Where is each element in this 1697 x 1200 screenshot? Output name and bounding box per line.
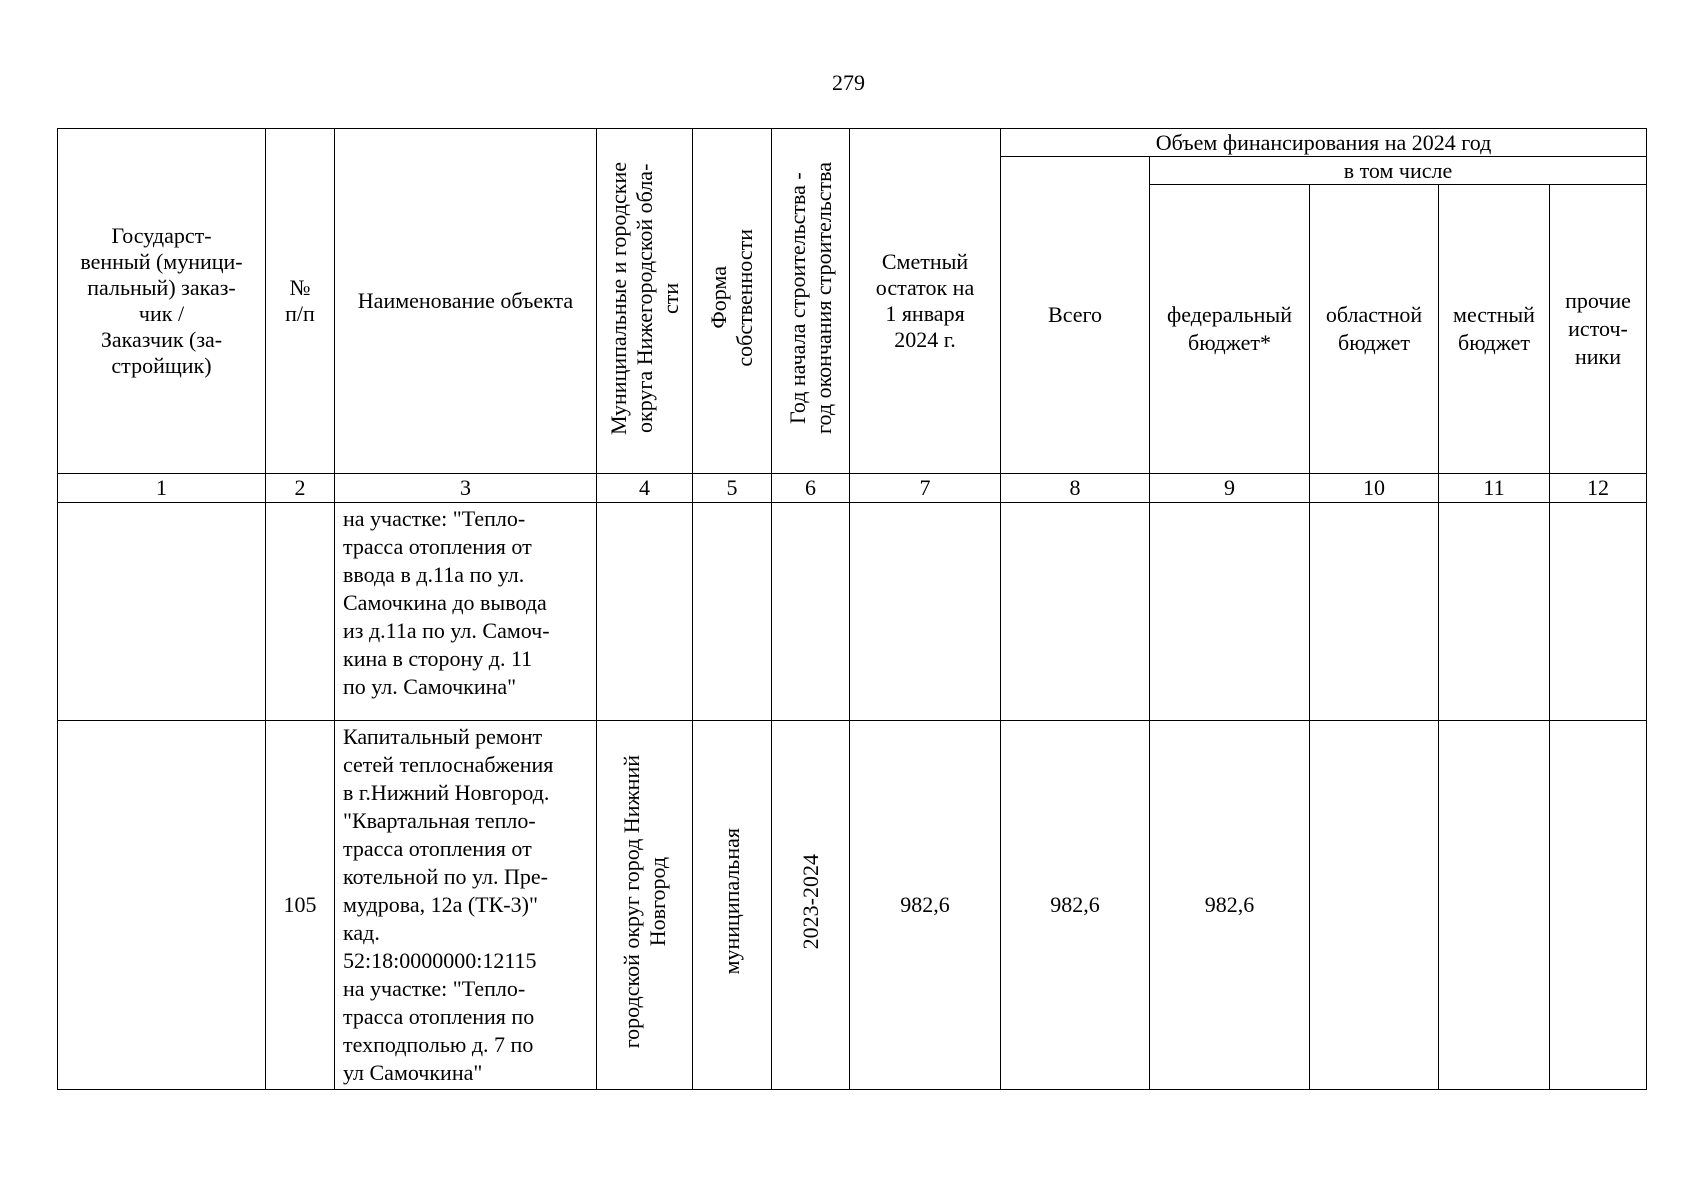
column-number: 8: [1001, 474, 1150, 503]
column-number-row: [58, 474, 1647, 503]
cell-ownership: [693, 503, 772, 721]
column-number: 2: [266, 474, 335, 503]
column-number: 9: [1150, 474, 1310, 503]
cell-total: [1001, 503, 1150, 721]
cell-local: [1439, 503, 1550, 721]
cell-number: 105: [266, 721, 335, 1090]
cell-customer: [58, 503, 266, 721]
header-including: в том числе: [1150, 157, 1647, 185]
cell-years: [772, 503, 850, 721]
cell-estimate: 982,6: [850, 721, 1001, 1090]
header-customer: Государст- венный (муници- пальный) заказ- чик / Заказчик (за- стройщик): [58, 129, 266, 474]
cell-other: [1550, 721, 1647, 1090]
table-row: [58, 503, 1647, 721]
cell-ownership-label: муниципальная: [719, 828, 744, 975]
cell-number: [266, 503, 335, 721]
header-ownership-label: Форма собственности: [706, 229, 757, 367]
cell-municipality: [597, 503, 693, 721]
header-regional: областной бюджет: [1310, 185, 1439, 474]
cell-federal: 982,6: [1150, 721, 1310, 1090]
cell-years-label: 2023-2024: [797, 853, 823, 950]
header-ownership: [693, 129, 772, 474]
header-other: прочие источ- ники: [1550, 185, 1647, 474]
cell-customer: [58, 721, 266, 1090]
cell-local: [1439, 721, 1550, 1090]
cell-municipality: [597, 721, 693, 1090]
cell-regional: [1310, 503, 1439, 721]
cell-object-name: Капитальный ремонт сетей теплоснабжения в г.Нижний Новгород. "Квартальная тепло- трасса отопления от котельной по ул. Пре- мудрова, 12а (ТК-3)" кад. 52:18:0000000:12115 на участке: "Тепло- трасса отопления по техподполью д. 7 по ул Самочкина": [335, 721, 597, 1090]
header-years-label: Год начала строительства - год окончания строительства: [784, 162, 836, 434]
cell-ownership: [693, 721, 772, 1090]
cell-federal: [1150, 503, 1310, 721]
column-number: 11: [1439, 474, 1550, 503]
header-funding-title: Объем финансирования на 2024 год: [1001, 129, 1647, 157]
page-number: 279: [832, 70, 865, 95]
header-estimate: Сметный остаток на 1 января 2024 г.: [850, 129, 1001, 474]
header-years: [772, 129, 850, 474]
cell-municipality-label: городской округ город Нижний Новгород: [618, 754, 670, 1049]
cell-object-name: на участке: "Тепло- трасса отопления от ввода в д.11а по ул. Самочкина до вывода из д.11а по ул. Самоч- кина в сторону д. 11 по ул. Самочкина": [335, 503, 597, 721]
cell-total: 982,6: [1001, 721, 1150, 1090]
column-number: 7: [850, 474, 1001, 503]
column-number: 1: [58, 474, 266, 503]
column-number: 6: [772, 474, 850, 503]
cell-other: [1550, 503, 1647, 721]
header-municipality: [597, 129, 693, 474]
header-local: местный бюджет: [1439, 185, 1550, 474]
cell-years: [772, 721, 850, 1090]
investment-table: [57, 128, 1647, 1090]
column-number: 10: [1310, 474, 1439, 503]
table-row: [58, 721, 1647, 1090]
column-number: 3: [335, 474, 597, 503]
header-municipality-label: Муниципальные и городские округа Нижегородской обла- сти: [605, 161, 683, 435]
header-number: № п/п: [266, 129, 335, 474]
cell-regional: [1310, 721, 1439, 1090]
header-object-name: Наименование объекта: [335, 129, 597, 474]
column-number: 5: [693, 474, 772, 503]
cell-estimate: [850, 503, 1001, 721]
header-total: Всего: [1001, 157, 1150, 474]
column-number: 12: [1550, 474, 1647, 503]
header-federal: федеральный бюджет*: [1150, 185, 1310, 474]
column-number: 4: [597, 474, 693, 503]
